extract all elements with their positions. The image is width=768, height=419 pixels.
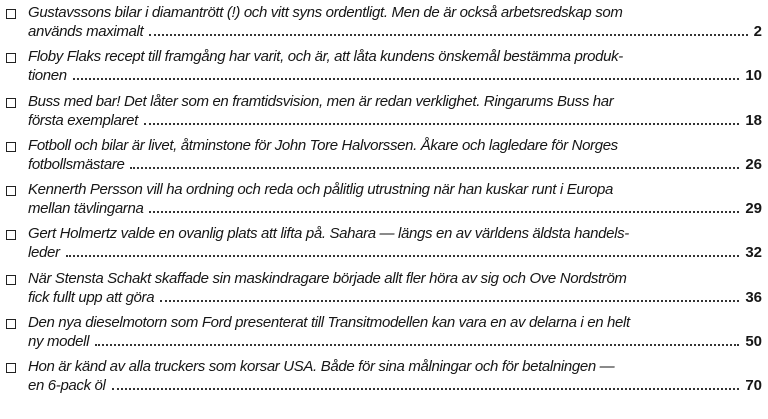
dot-leader bbox=[149, 210, 739, 213]
entry-text-line1: Buss med bar! Det låter som en framtidsvision, men är redan verklighet. Ringarums Buss har bbox=[28, 92, 614, 110]
entry-text-line1: Fotboll och bilar är livet, åtminstone för John Tore Halvorssen. Åkare och lagledare för Norges bbox=[28, 136, 618, 154]
entry-text-line2: fotbollsmästare bbox=[28, 155, 125, 173]
table-of-contents bbox=[6, 3, 762, 402]
toc-entry[interactable] bbox=[6, 180, 762, 224]
toc-entry[interactable] bbox=[6, 47, 762, 91]
entry-text-line1: Hon är känd av alla truckers som korsar USA. Både för sina målningar och för betalningen — bbox=[28, 358, 615, 376]
page-number[interactable]: 36 bbox=[745, 288, 762, 306]
toc-entry[interactable] bbox=[6, 224, 762, 268]
dot-leader bbox=[160, 299, 739, 302]
page-number[interactable]: 70 bbox=[745, 377, 762, 395]
toc-entry[interactable] bbox=[6, 136, 762, 180]
checkbox-icon[interactable] bbox=[6, 9, 16, 19]
checkbox-icon[interactable] bbox=[6, 98, 16, 108]
checkbox-icon[interactable] bbox=[6, 53, 16, 63]
toc-entry[interactable] bbox=[6, 357, 762, 401]
entry-text-line2: ny modell bbox=[28, 333, 90, 351]
entry-text-line2: första exemplaret bbox=[28, 111, 138, 129]
dot-leader bbox=[144, 122, 739, 125]
dot-leader bbox=[73, 77, 740, 80]
checkbox-icon[interactable] bbox=[6, 142, 16, 152]
entry-text-line1: När Stensta Schakt skaffade sin maskindragare började allt fler höra av sig och Ove Nordström bbox=[28, 269, 627, 287]
page-number[interactable]: 32 bbox=[745, 244, 762, 262]
dot-leader bbox=[112, 387, 740, 390]
toc-entry[interactable] bbox=[6, 313, 762, 357]
checkbox-icon[interactable] bbox=[6, 186, 16, 196]
entry-text-line1: Den nya dieselmotorn som Ford presenterat till Transitmodellen kan vara en av delarna i en helt bbox=[28, 314, 630, 332]
toc-entry[interactable] bbox=[6, 92, 762, 136]
entry-text-line2: används maximalt bbox=[28, 23, 144, 40]
toc-entry[interactable] bbox=[6, 3, 762, 47]
dot-leader bbox=[95, 343, 739, 346]
dot-leader bbox=[149, 33, 747, 36]
page-number[interactable]: 50 bbox=[745, 333, 762, 351]
entry-text-line2: leder bbox=[28, 244, 60, 262]
page-number[interactable]: 2 bbox=[753, 23, 762, 40]
entry-text-line2: mellan tävlingarna bbox=[28, 200, 144, 218]
checkbox-icon[interactable] bbox=[6, 275, 16, 285]
dot-leader bbox=[66, 254, 740, 257]
dot-leader bbox=[130, 166, 739, 169]
page-number[interactable]: 29 bbox=[745, 200, 762, 218]
page-number[interactable]: 18 bbox=[745, 111, 762, 129]
toc-entry[interactable] bbox=[6, 269, 762, 313]
entry-text-line1: Floby Flaks recept till framgång har varit, och är, att låta kundens önskemål bestämma produk- bbox=[28, 48, 623, 66]
entry-text-line1: Gert Holmertz valde en ovanlig plats att lifta på. Sahara — längs en av världens äldsta handels- bbox=[28, 225, 629, 243]
entry-text-line1: Kennerth Persson vill ha ordning och reda och pålitlig utrustning när han kuskar runt i Europa bbox=[28, 181, 613, 199]
entry-text-line1: Gustavssons bilar i diamantrött (!) och vitt syns ordentligt. Men de är också arbetsredskap som bbox=[28, 4, 623, 21]
entry-text-line2: tionen bbox=[28, 67, 67, 85]
entry-text-line2: en 6-pack öl bbox=[28, 377, 106, 395]
checkbox-icon[interactable] bbox=[6, 230, 16, 240]
checkbox-icon[interactable] bbox=[6, 319, 16, 329]
checkbox-icon[interactable] bbox=[6, 363, 16, 373]
page-number[interactable]: 10 bbox=[745, 67, 762, 85]
page-number[interactable]: 26 bbox=[745, 155, 762, 173]
entry-text-line2: fick fullt upp att göra bbox=[28, 288, 155, 306]
